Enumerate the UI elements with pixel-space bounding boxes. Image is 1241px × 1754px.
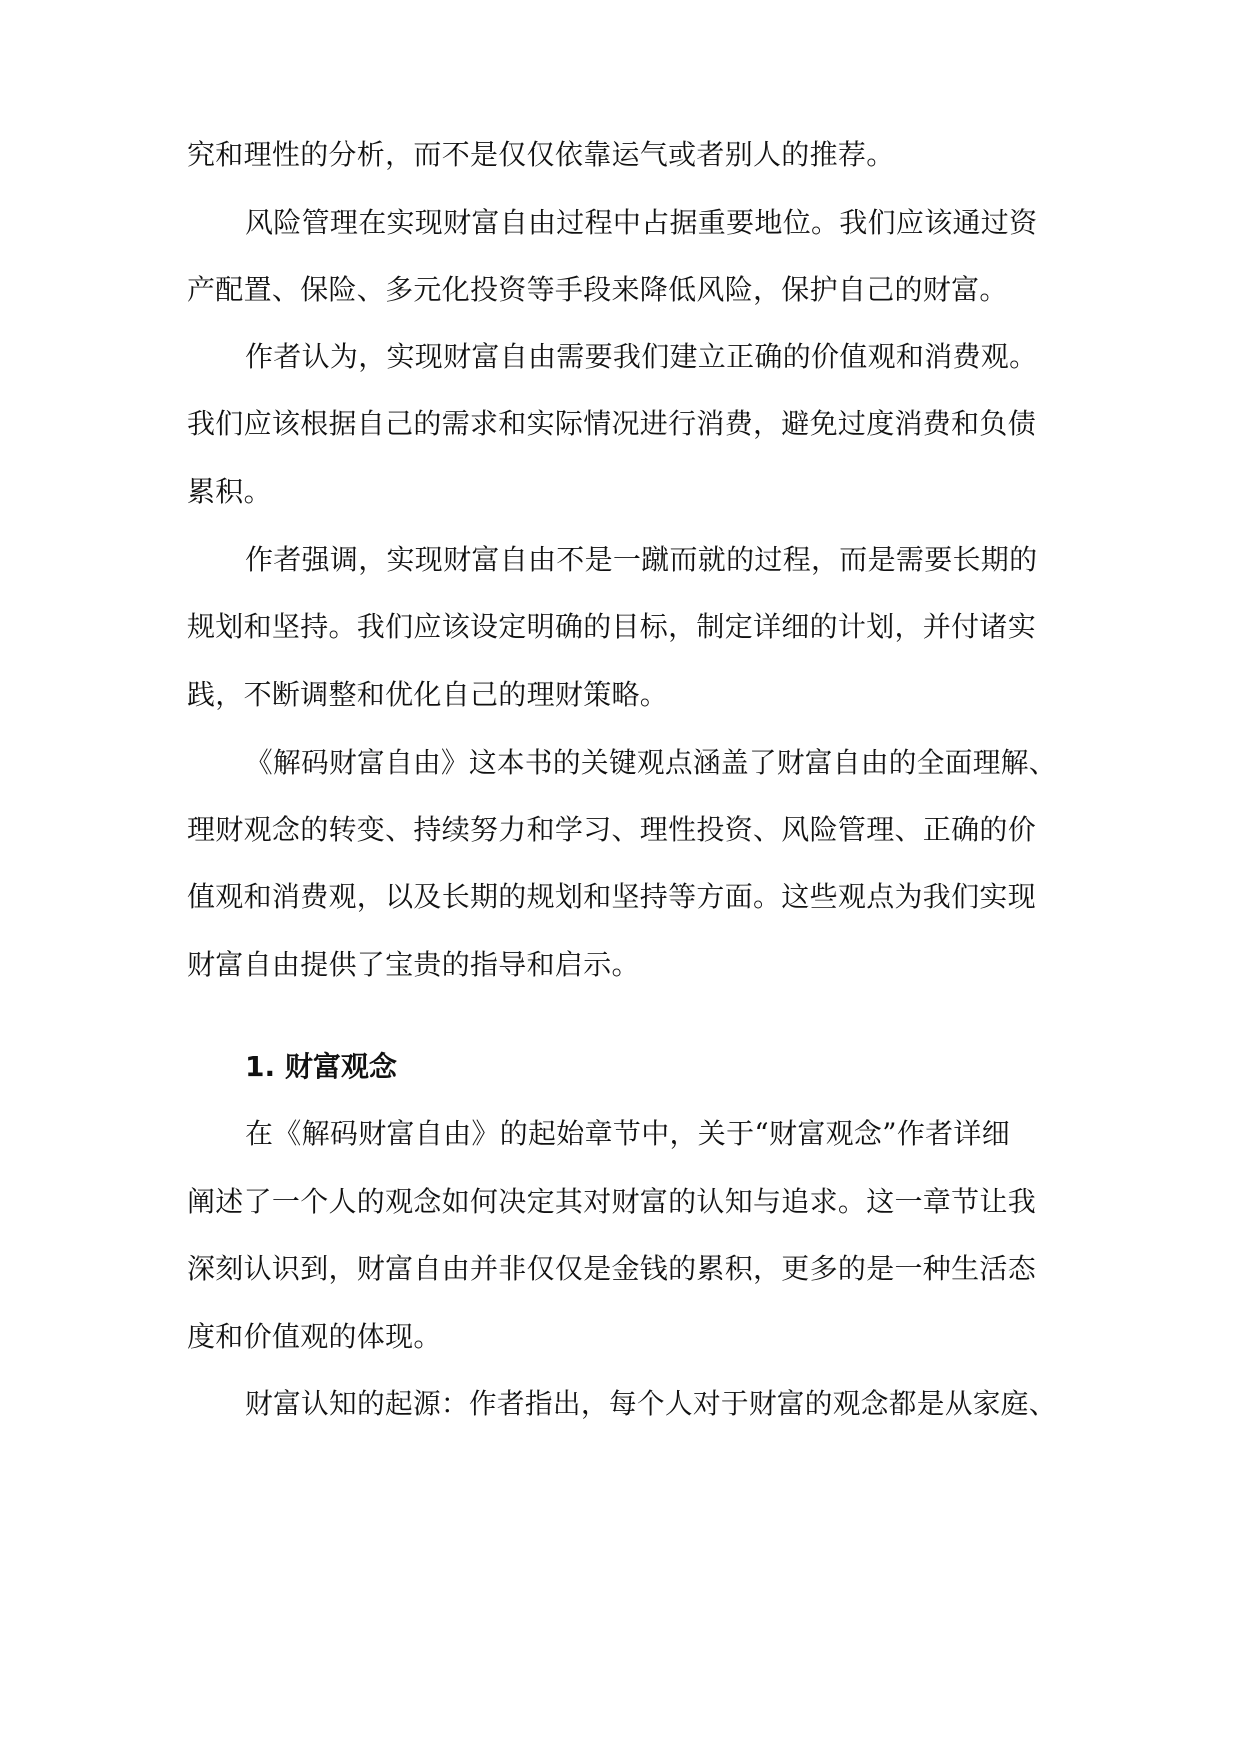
paragraph-line: 风险管理在实现财富自由过程中占据重要地位。我们应该通过资 xyxy=(245,206,1038,239)
paragraph-line: 累积。 xyxy=(187,475,272,508)
paragraph-line: 在《解码财富自由》的起始章节中，关于“财富观念”作者详细 xyxy=(245,1117,1011,1150)
paragraph-line: 值观和消费观，以及长期的规划和坚持等方面。这些观点为我们实现 xyxy=(187,880,1037,913)
paragraph-line: 规划和坚持。我们应该设定明确的目标，制定详细的计划，并付诸实 xyxy=(187,610,1037,643)
paragraph-line: 阐述了一个人的观念如何决定其对财富的认知与追求。这一章节让我 xyxy=(187,1185,1037,1218)
paragraph-line: 作者强调，实现财富自由不是一蹴而就的过程，而是需要长期的 xyxy=(245,543,1038,576)
paragraph-line: 理财观念的转变、持续努力和学习、理性投资、风险管理、正确的价 xyxy=(187,813,1037,846)
section-heading: 1. 财富观念 xyxy=(245,1050,397,1083)
paragraph-line: 我们应该根据自己的需求和实际情况进行消费，避免过度消费和负债 xyxy=(187,407,1037,440)
paragraph-line: 究和理性的分析，而不是仅仅依靠运气或者别人的推荐。 xyxy=(187,138,895,171)
paragraph-line: 产配置、保险、多元化投资等手段来降低风险，保护自己的财富。 xyxy=(187,273,1008,306)
paragraph-line: 度和价值观的体现。 xyxy=(187,1320,442,1353)
paragraph-line: 践，不断调整和优化自己的理财策略。 xyxy=(187,678,669,711)
paragraph-line: 深刻认识到，财富自由并非仅仅是金钱的累积，更多的是一种生活态 xyxy=(187,1252,1037,1285)
paragraph-line: 作者认为，实现财富自由需要我们建立正确的价值观和消费观。 xyxy=(245,340,1038,373)
paragraph-line: 财富认知的起源：作者指出，每个人对于财富的观念都是从家庭、 xyxy=(245,1387,1057,1420)
paragraph-line: 《解码财富自由》这本书的关键观点涵盖了财富自由的全面理解、 xyxy=(245,746,1057,779)
paragraph-line: 财富自由提供了宝贵的指导和启示。 xyxy=(187,948,640,981)
